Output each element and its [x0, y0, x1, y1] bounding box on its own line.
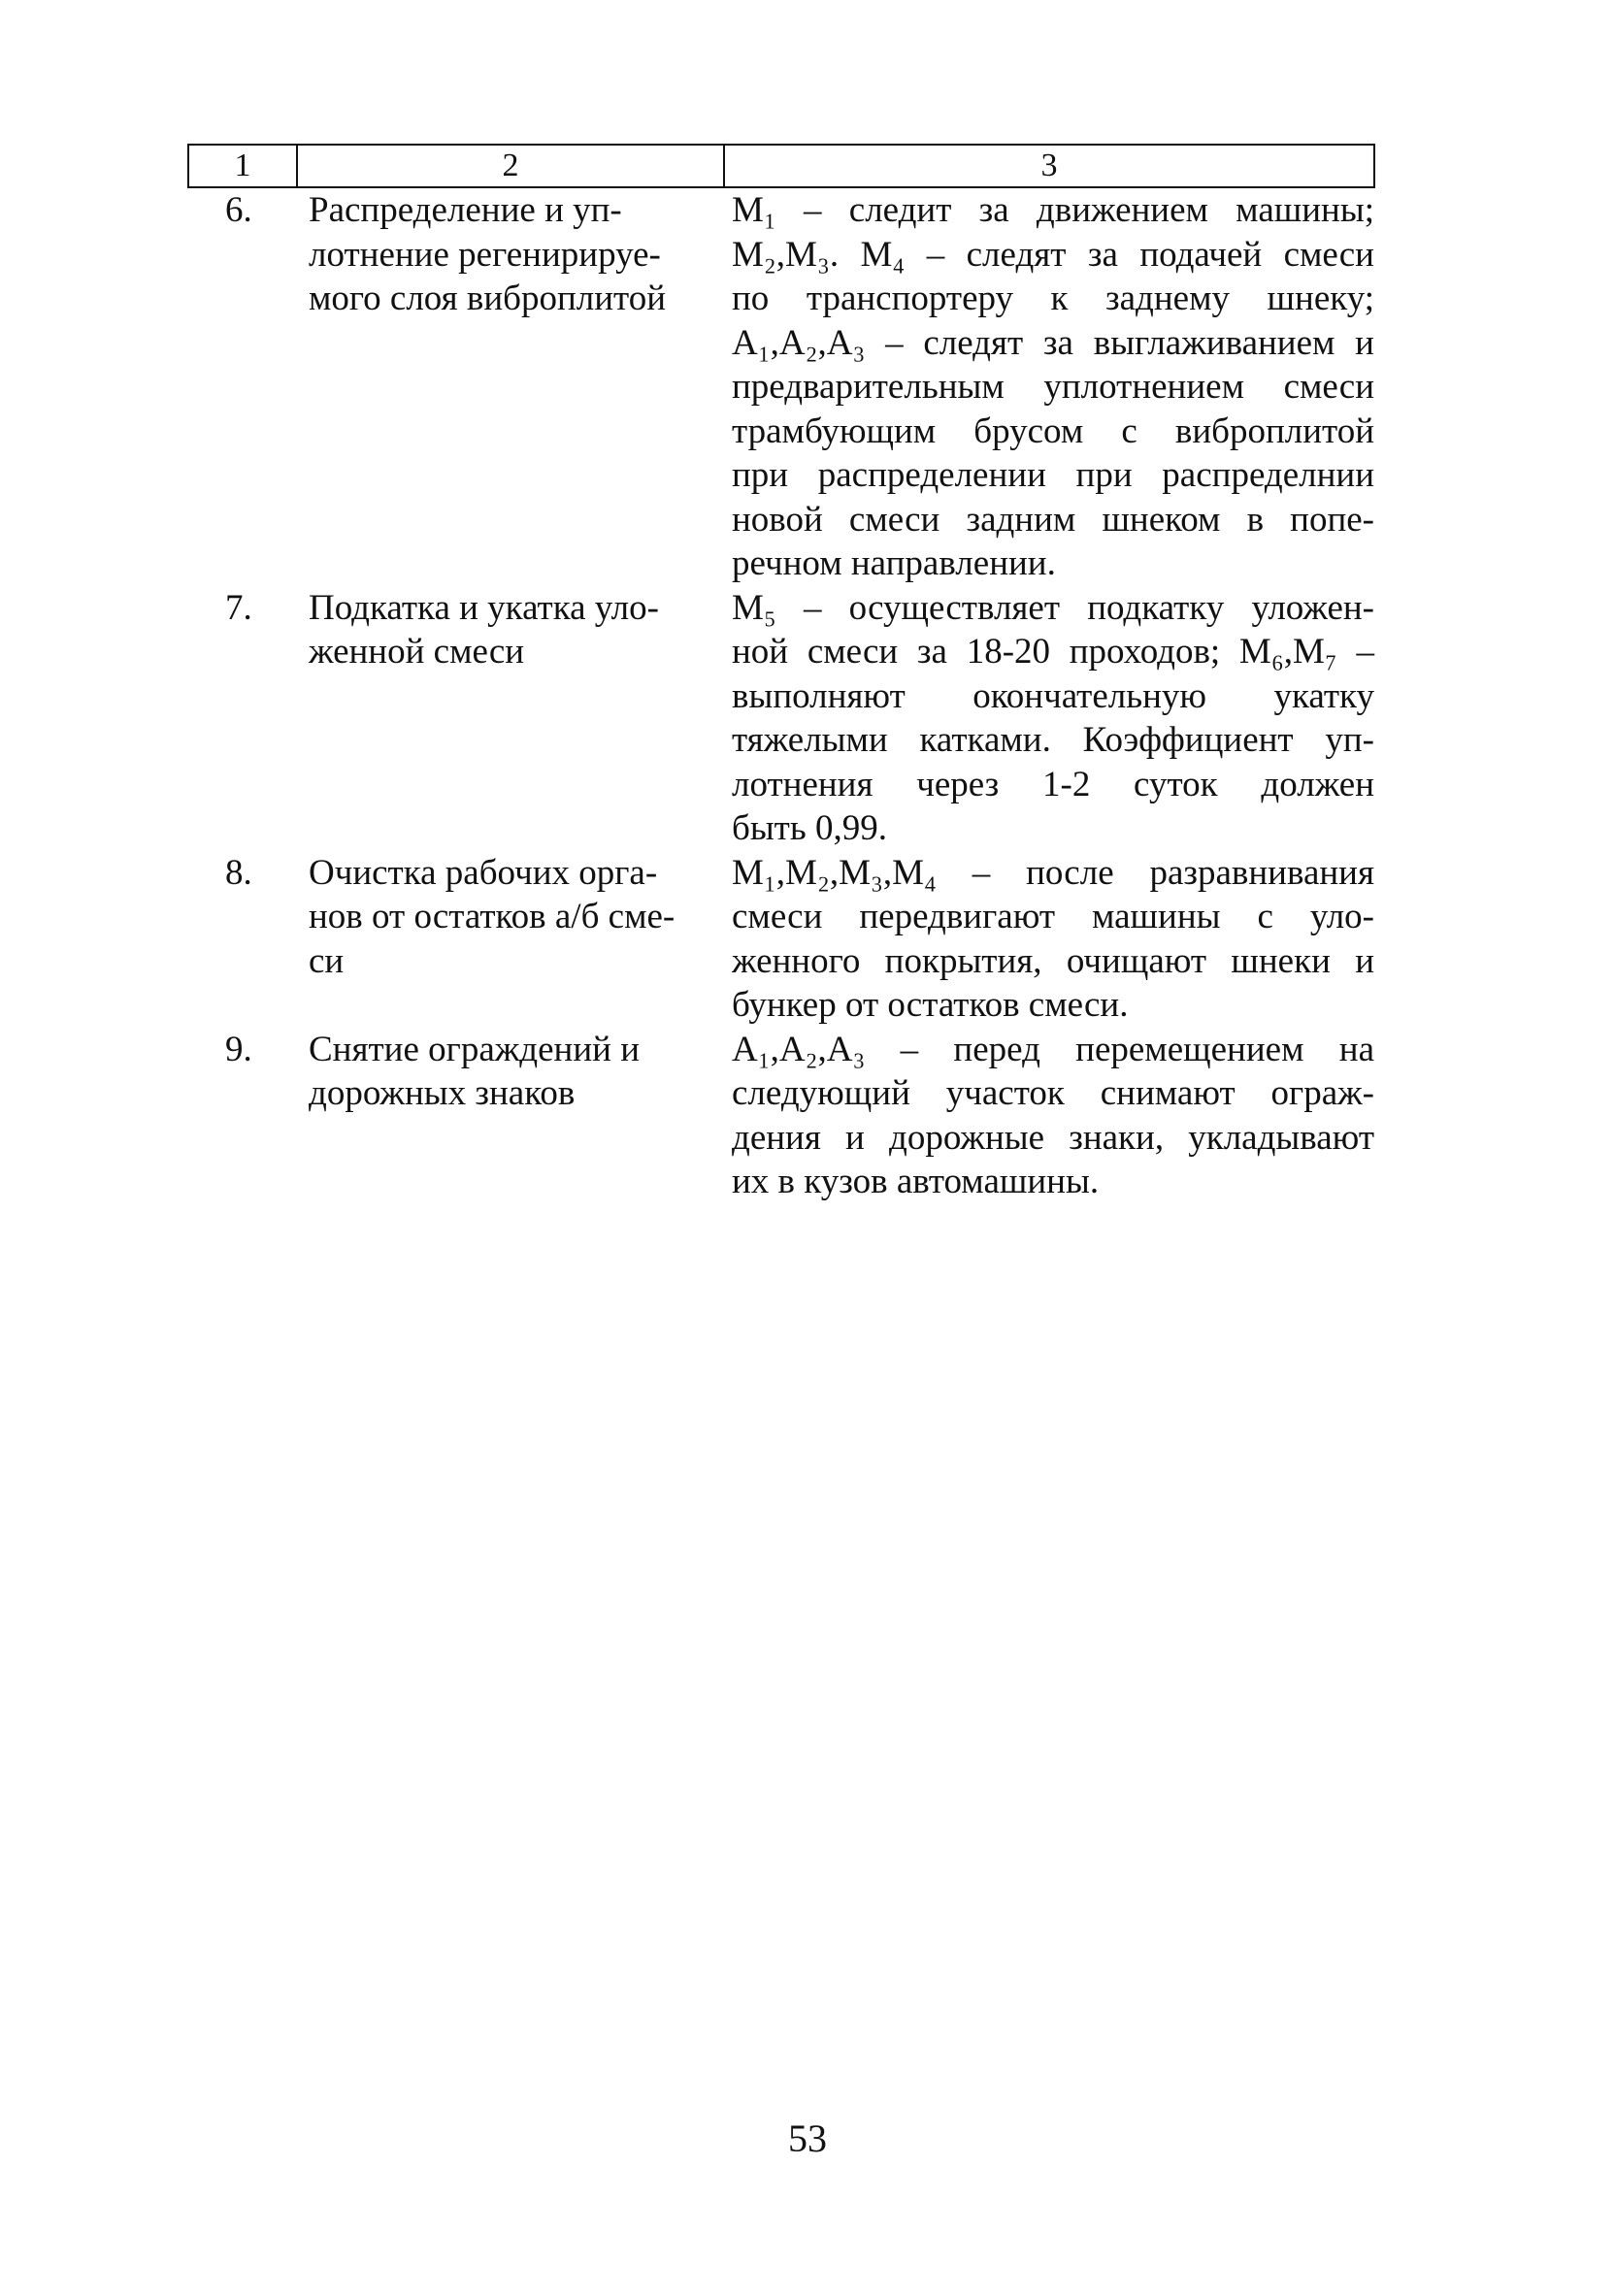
work-name-line: Подкатка и укатка уло- [309, 587, 659, 628]
work-name-line: Очистка рабочих орга- [309, 852, 658, 893]
work-name-line: лотнение регенирируе- [309, 234, 661, 275]
description-line: М₁ – следит за движением машины; [732, 190, 1374, 230]
description-line: речном направлении. [732, 543, 1056, 583]
description-cell [724, 851, 1374, 1028]
table-row [188, 586, 1374, 851]
work-name-line: дорожных знаков [309, 1073, 576, 1113]
header-col-1: 1 [188, 145, 297, 187]
work-name-cell [297, 187, 724, 586]
work-name-line: женной смеси [309, 632, 525, 672]
description-line: М₁,М₂,М₃,М₄ – после разравнивания [732, 852, 1374, 893]
table-row [188, 851, 1374, 1028]
work-name-line: Снятие ограждений и [309, 1029, 641, 1069]
work-name-cell [297, 586, 724, 851]
page-number: 53 [788, 2116, 827, 2160]
row-number: 9. [225, 1029, 252, 1069]
row-number: 7. [225, 587, 252, 628]
table-row [188, 187, 1374, 586]
work-name-line: мого слоя виброплитой [309, 279, 667, 318]
description-line: смеси передвигают машины с уло- [732, 897, 1374, 936]
work-name-line: си [309, 940, 345, 981]
description-line: трамбующим брусом с виброплитой [732, 410, 1374, 451]
description-line: следующий участок снимают ограж- [732, 1073, 1374, 1113]
operations-table-wrapper [187, 144, 1373, 1204]
description-line: их в кузов автомашины. [732, 1162, 1100, 1201]
work-name-cell [297, 1028, 724, 1204]
description-line: тяжелыми катками. Коэффициент уп- [732, 720, 1374, 760]
header-col-2: 2 [297, 145, 724, 187]
header-col-3: 3 [724, 145, 1374, 187]
description-line: лотнения через 1-2 суток должен [732, 764, 1374, 804]
description-line: А₁,А₂,А₃ – перед перемещением на [732, 1029, 1374, 1069]
description-line: выполняют окончательную укатку [732, 675, 1374, 716]
description-line: предварительным уплотнением смеси [732, 367, 1374, 407]
table-row [188, 1028, 1374, 1204]
description-cell [724, 1028, 1374, 1204]
row-number: 6. [225, 190, 252, 230]
description-line: женного покрытия, очищают шнеки и [732, 940, 1374, 981]
work-name-line: Распределение и уп- [309, 190, 622, 230]
description-line: А₁,А₂,А₃ – следят за выглаживанием и [732, 322, 1374, 363]
row-number: 8. [225, 852, 252, 893]
description-line: ной смеси за 18-20 проходов; М₆,М₇ – [732, 632, 1374, 672]
description-line: новой смеси задним шнеком в попе- [732, 499, 1374, 540]
description-line: быть 0,99. [732, 808, 887, 848]
description-line: дения и дорожные знаки, укладывают [732, 1117, 1374, 1158]
description-line: по транспортеру к заднему шнеку; [732, 279, 1374, 318]
description-cell [724, 586, 1374, 851]
work-name-cell [297, 851, 724, 1028]
work-name-line: нов от остатков а/б сме- [309, 897, 676, 936]
operations-table [187, 144, 1375, 1204]
table-header-row [188, 145, 1374, 187]
description-line: при распределении при распределнии [732, 455, 1374, 495]
description-line: бункер от остатков смеси. [732, 985, 1129, 1025]
description-cell [724, 187, 1374, 586]
description-line: М₂,М₃. М₄ – следят за подачей смеси [732, 234, 1374, 275]
table-body [188, 187, 1374, 1204]
description-line: М₅ – осуществляет подкатку уложен- [732, 587, 1374, 628]
